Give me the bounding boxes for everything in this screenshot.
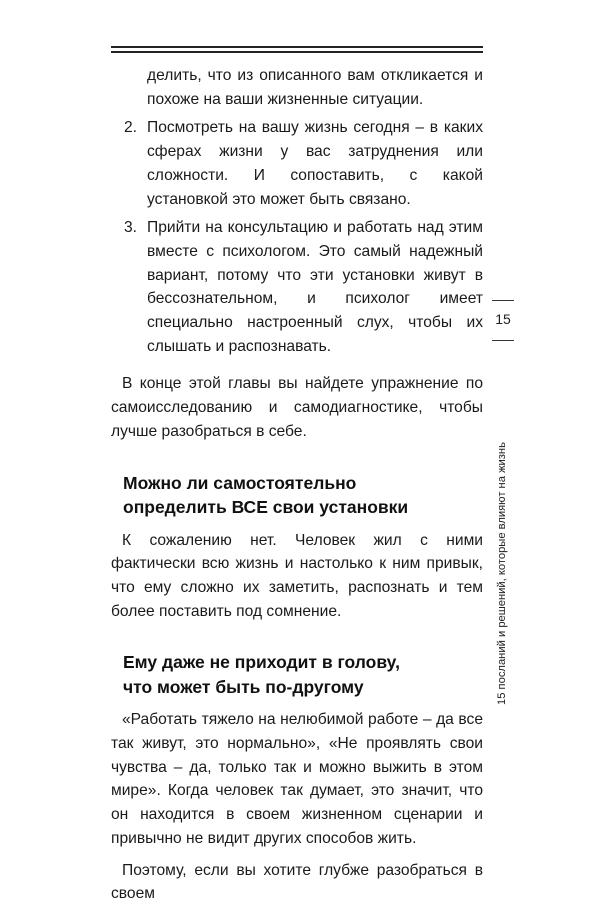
list-number: 2. — [124, 119, 138, 137]
list-item-3 — [111, 216, 483, 358]
list-item-text: Прийти на консультацию и работать над этим вместе с психологом. Это самый надежный вариант, потому что эти установки живут в бессознательном, и психолог имеет специально настроенный слух, чтобы их слышать и распознавать. — [147, 219, 483, 355]
paragraph-2: К сожалению нет. Человек жил с ними фактически всю жизнь и настолько к ним привык, что ему сложно их заметить, распознать и тем более поставить под сомнение. — [111, 531, 483, 620]
page-number-divider-bottom — [492, 340, 514, 341]
page-number: 15 — [495, 311, 511, 327]
section-heading-1 — [123, 471, 483, 520]
page-content — [111, 64, 483, 906]
header-rule-bottom — [111, 51, 483, 53]
list-number: 3. — [124, 219, 138, 237]
header-rule-top — [111, 46, 483, 48]
running-title: 15 посланий и решений, которые влияют на жизнь — [496, 442, 508, 705]
paragraph-1: В конце этой главы вы найдете упражнение по самоисследованию и самодиагностике, чтобы лучше разобраться в себе. — [111, 375, 483, 440]
heading-line: что может быть по-другому — [123, 676, 364, 697]
heading-line: Ему даже не приходит в голову, — [123, 652, 400, 673]
heading-line: определить ВСЕ свои установки — [123, 497, 409, 518]
continuation-text: делить, что из описанного вам откликается и похоже на ваши жизненные ситуации. — [147, 67, 483, 108]
list-item-2 — [111, 116, 483, 211]
paragraph-3: «Работать тяжело на нелюбимой работе – да все так живут, это нормально», «Не проявлять свои чувства – да, только так и можно выжить в этом мире». Когда человек так думает, это значит, что он находится в своем жизненном сценарии и привычно не видит других способов жить. — [111, 711, 483, 847]
page-number-divider-top — [492, 300, 514, 301]
section-heading-2 — [123, 650, 483, 699]
paragraph-4: Поэтому, если вы хотите глубже разобраться в своем — [111, 861, 483, 903]
heading-line: Можно ли самостоятельно — [123, 472, 357, 493]
list-item-text: Посмотреть на вашу жизнь сегодня – в каких сферах жизни у вас затруднения или сложности. И сопоставить, с какой установкой это может быть связано. — [147, 119, 483, 208]
